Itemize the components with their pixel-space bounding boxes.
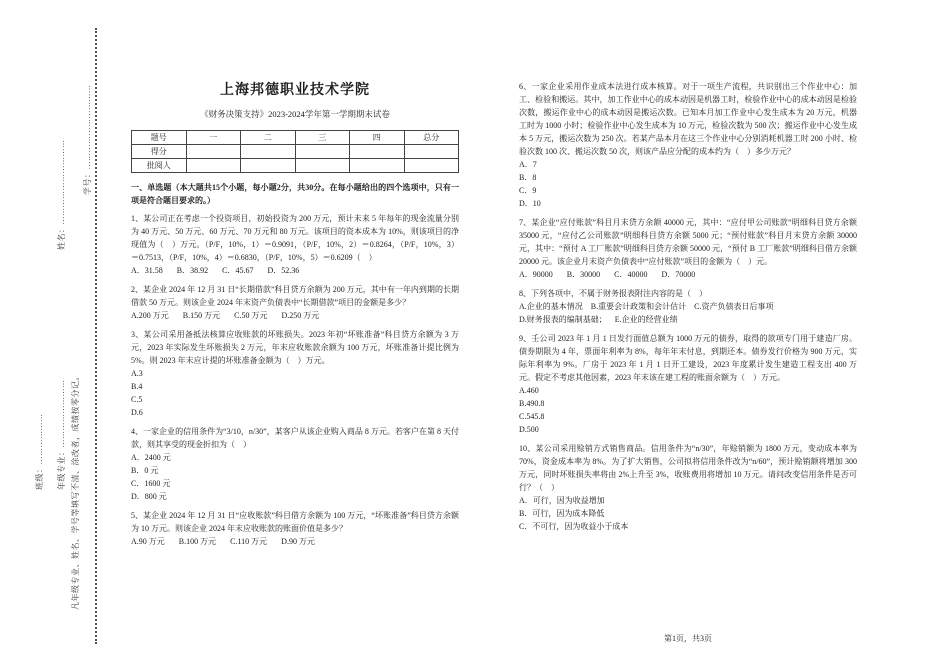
question-7-option-b: B．30000 — [566, 270, 601, 279]
seal-dotted-line — [95, 28, 97, 644]
question-6-body: 6、一家企业采用作业成本法进行成本核算。对于一项生产流程，共识别出三个作业中心：加工、检验和搬运。其中，加工作业中心的成本动因是机器工时，检验作业中心的成本动因是检验次数，搬运作业中心的成本动因是搬运次数。已知本月加工作业中心发生成本为 20 万元，机器工时为 1000 小时；检验作业中心发生成本为 10 万元，检验次数为 500 次；搬运作业中心发生成本 5 万元，搬运次数为 250 次。若某产品本月在这三个作业中心分别消耗机器工时 200 小时、检验次数 100 次、搬运次数 50 次，则该产品应分配的成本约为（ ）多少万元？ — [519, 82, 857, 156]
question-6-option-b: B．8 — [519, 173, 537, 182]
score-cell-empty — [241, 159, 296, 173]
question-5-option-a: A.90 万元 — [131, 537, 165, 546]
question-8-option-d: D.财务报表的编制基础； — [519, 315, 607, 324]
question-6-option-d: D．10 — [519, 199, 541, 208]
question-1 — [131, 212, 459, 277]
score-table — [131, 130, 459, 173]
score-cell-empty — [295, 159, 350, 173]
question-8-option-a: A.企业的基本情况 — [519, 302, 583, 311]
score-table-header-cell: 四 — [350, 131, 405, 145]
question-3-option-a: A.3 — [131, 369, 143, 378]
question-2-body: 2、某企业 2024 年 12 月 31 日“长期借款”科目贷方余额为 200 万元，其中有一年内到期的长期借款 50 万元。则该企业 2024 年末资产负债表中“长期借款”项目的金额是多少？ — [131, 285, 459, 307]
score-table-header-row — [132, 131, 459, 145]
question-7-options — [519, 268, 857, 281]
question-9-option-c: C.545.8 — [519, 412, 545, 421]
question-10-option-c: C．不可行，因为收益小于成本 — [519, 522, 629, 531]
question-1-option-a: A．31.58 — [131, 266, 163, 275]
question-4 — [131, 425, 459, 503]
question-3-option-b: B.4 — [131, 382, 143, 391]
question-5 — [131, 509, 459, 548]
question-8-option-e: E.企业的经营业绩 — [614, 315, 678, 324]
question-1-options — [131, 264, 459, 277]
score-cell-empty — [350, 145, 405, 159]
score-cell-empty — [186, 159, 241, 173]
section-title: 一、单选题（本大题共15个小题，每小题2分，共30分。在每小题给出的四个选项中，只有一项是符合题目要求的。） — [131, 183, 459, 205]
score-cell-empty — [404, 159, 459, 173]
question-1-body: 1、某公司正在考虑一个投资项目，初始投资为 200 万元，预计未来 5 年每年的现金流量分别为 40 万元、50 万元、60 万元、70 万元和 80 万元。该项目的资本成本为 10%，则该项目的净现值为（ ）万元。（P/F，10%，1）＝0.9091，（P/F，10%，2）＝0.8264，（P/F，10%，3）＝0.7513，（P/F，10%，4）＝0.6830，（P/F，10%，5）＝0.6209（ ） — [131, 214, 459, 262]
question-9-option-b: B.490.8 — [519, 399, 545, 408]
question-4-option-a: A．2400 元 — [131, 453, 171, 462]
question-5-option-d: D.90 万元 — [281, 537, 315, 546]
question-9-options — [519, 384, 857, 436]
score-table-header-cell: 题号 — [132, 131, 187, 145]
question-10-body: 10、某公司采用赊销方式销售商品。信用条件为“n/30”，年赊销额为 1800 万元，变动成本率为 70%，资金成本率为 8%。为了扩大销售，公司拟将信用条件改为“n/60”，预计赊销额将增加 300 万元，同时坏账损失率将由 2%上升至 3%，收账费用将增加 10 万元。请问改变信用条件是否可行？（ ） — [519, 444, 857, 492]
question-6-option-c: C．9 — [519, 186, 537, 195]
question-3-option-c: C.5 — [131, 395, 143, 404]
question-9-option-d: D.500 — [519, 425, 539, 434]
question-3-option-d: D.6 — [131, 408, 143, 417]
left-column — [131, 84, 459, 554]
page-number: 第1页，共3页 — [664, 634, 712, 643]
question-7-option-d: D．70000 — [661, 270, 696, 279]
question-4-option-c: C．1600 元 — [131, 479, 171, 488]
question-3-body: 3、某公司采用备抵法核算应收账款的坏账损失。2023 年初“坏账准备”科目贷方余额为 3 万元，2023 年实际发生坏账损失 2 万元，年末应收账款余额为 100 万元，坏账准备计提比例为 5%。则 2023 年末应计提的坏账准备金额为（ ）万元。 — [131, 330, 459, 365]
question-9 — [519, 332, 857, 436]
score-cell-empty — [241, 145, 296, 159]
question-10-option-b: B．可行，因为成本降低 — [519, 509, 605, 518]
score-row — [132, 145, 459, 159]
question-10-option-a: A．可行，因为收益增加 — [519, 496, 605, 505]
score-table-header-cell: 一 — [186, 131, 241, 145]
question-10 — [519, 442, 857, 533]
score-cell-empty — [295, 145, 350, 159]
score-table-header-cell: 二 — [241, 131, 296, 145]
score-row-label: 得分 — [132, 145, 187, 159]
question-5-body: 5、某企业 2024 年 12 月 31 日“应收账款”科目借方余额为 100 万元，“坏账准备”科目贷方余额为 10 万元。则该企业 2024 年末应收账款的账面价值是多少？ — [131, 511, 459, 533]
question-5-options — [131, 535, 459, 548]
question-9-body: 9、壬公司 2023 年 1 月 1 日发行面值总额为 1000 万元的债券，取得的款项专门用于建造厂房。债券期限为 4 年，票面年利率为 8%，每年年末付息，到期还本。债券发行价格为 900 万元，实际年利率为 9%。厂房于 2023 年 1 月 1 日开工建设，2023 年度累计发生建造工程支出 400 万元。假定不考虑其他因素，2023 年末该在建工程的账面余额为（ ）万元。 — [519, 334, 857, 382]
paper-subtitle: 《财务决策支持》2023-2024学年第一学期期末试卷 — [200, 109, 390, 119]
right-column — [519, 80, 857, 539]
grade-major-field: 年级专业：…………………… — [57, 379, 66, 490]
question-6-options — [519, 158, 857, 210]
student-no-field: 学号：………………………… — [83, 84, 92, 195]
question-3-options — [131, 367, 459, 419]
question-6-option-a: A．7 — [519, 160, 537, 169]
class-field: 班级：……………… — [35, 413, 44, 490]
question-2 — [131, 283, 459, 322]
score-cell-empty — [404, 145, 459, 159]
question-2-options — [131, 309, 459, 322]
question-8 — [519, 287, 857, 326]
question-8-option-c: C.资产负债表日后事项 — [694, 302, 774, 311]
question-7 — [519, 216, 857, 281]
question-8-options — [519, 300, 857, 326]
question-2-option-c: C.50 万元 — [234, 311, 268, 320]
question-1-option-c: C．45.67 — [222, 266, 254, 275]
question-5-option-b: B.100 万元 — [178, 537, 217, 546]
question-2-option-a: A.200 万元 — [131, 311, 169, 320]
seal-note: 凡年级专业、姓名、学号等填写不清、涂改者，成绩按零分记。 — [71, 372, 80, 610]
question-1-option-d: D．52.36 — [267, 266, 300, 275]
reviewer-row — [132, 159, 459, 173]
question-4-body: 4、一家企业的信用条件为“3/10，n/30”，某客户从该企业购入商品 8 万元。若客户在第 8 天付款，则其享受的现金折扣为（ ） — [131, 427, 459, 449]
question-7-body: 7、某企业“应付账款”科目月末贷方余额 40000 元，其中：“应付甲公司账款”明细科目贷方余额 35000 元，“应付乙公司账款”明细科目贷方余额 5000 元；“预付账款”科目月末贷方余额 30000 元，其中：“预付 A 工厂账款”明细科目贷方余额 50000 元，“预付 B 工厂账款”明细科目借方余额 20000 元。该企业月末资产负债表中“应付账款”项目的金额为（ ）元。 — [519, 218, 857, 266]
question-7-option-a: A．90000 — [519, 270, 553, 279]
question-7-option-c: C．40000 — [614, 270, 648, 279]
question-2-option-b: B.150 万元 — [182, 311, 221, 320]
question-2-option-d: D.250 万元 — [281, 311, 320, 320]
question-4-option-d: D．800 元 — [131, 492, 167, 501]
score-table-header-cell: 总分 — [404, 131, 459, 145]
question-8-body: 8、下列各项中，不属于财务报表附注内容的是（ ） — [519, 289, 707, 298]
score-table-header-cell: 三 — [295, 131, 350, 145]
question-4-options — [131, 451, 459, 503]
question-8-option-b: B.重要会计政策和会计估计 — [590, 302, 687, 311]
question-1-option-b: B．38.92 — [176, 266, 209, 275]
question-10-options — [519, 494, 857, 533]
score-cell-empty — [350, 159, 405, 173]
school-title: 上海邦德职业技术学院 — [220, 83, 370, 98]
question-5-option-c: C.110 万元 — [230, 537, 268, 546]
reviewer-row-label: 批阅人 — [132, 159, 187, 173]
name-field: 姓名：………………………… — [57, 139, 66, 250]
question-6 — [519, 80, 857, 210]
question-9-option-a: A.460 — [519, 386, 539, 395]
question-4-option-b: B．0 元 — [131, 466, 159, 475]
score-cell-empty — [186, 145, 241, 159]
question-3 — [131, 328, 459, 419]
